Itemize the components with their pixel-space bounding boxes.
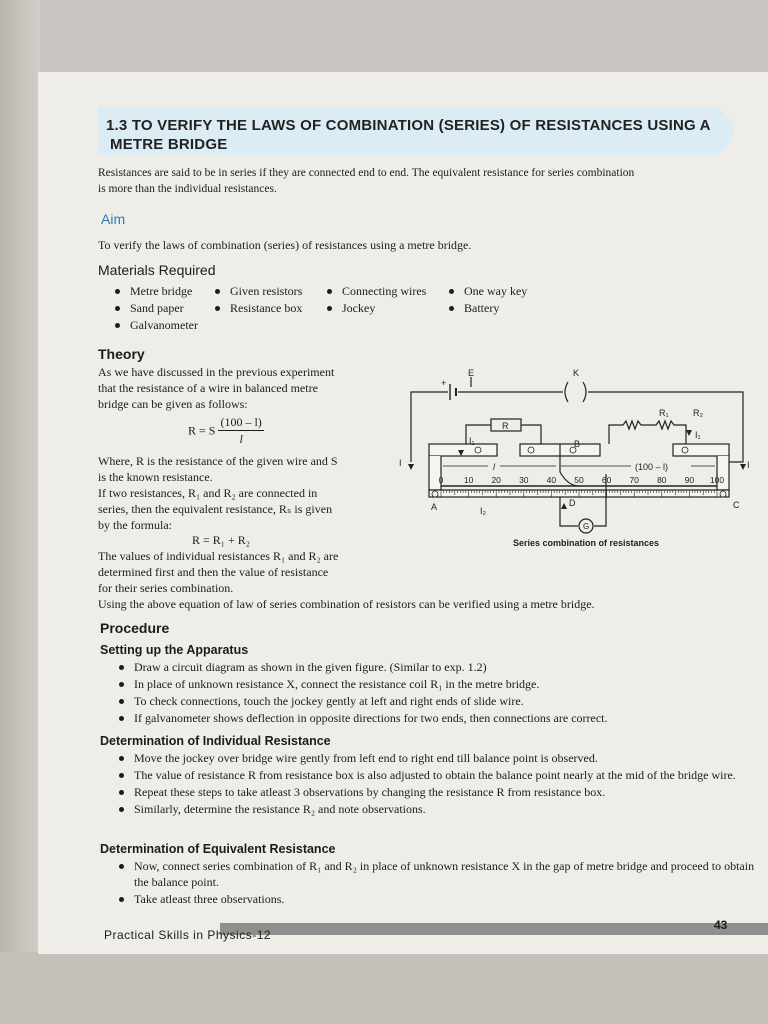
label-resistance: R <box>502 421 509 431</box>
equivalent-heading: Determination of Equivalent Resistance <box>100 842 336 856</box>
label-key: K <box>573 368 580 378</box>
theory-line: by the formula: <box>98 518 172 532</box>
footer-text: Practical Skills in Physics-12 <box>104 928 272 942</box>
label-a: A <box>431 502 438 512</box>
materials-col-3 <box>324 283 426 317</box>
list-item: Now, connect series combination of R₁ and R₂ in place of unknown resistance X in the gap of metre bridge and proceed to obtain the balance point. <box>116 858 766 890</box>
equivalent-list <box>116 858 766 908</box>
resistors-r1-r2 <box>609 421 686 444</box>
theory-line: is the known resistance. <box>98 470 213 484</box>
theory-line: bridge can be given as follows: <box>98 397 248 411</box>
procedure-heading: Procedure <box>100 620 170 636</box>
key-arc-right <box>583 382 586 402</box>
list-item: Take atleast three observations. <box>116 891 766 907</box>
materials-col-2 <box>212 283 302 317</box>
label-d: D <box>569 498 576 508</box>
current-arrow-right <box>740 464 746 470</box>
aim-heading: Aim <box>101 211 126 227</box>
theory-line: The values of individual resistances R₁ and R₂ are <box>98 549 339 563</box>
label-battery: E <box>468 368 475 378</box>
label-r1: R₁ <box>659 408 669 418</box>
material-item: Sand paper <box>112 300 198 316</box>
figure-caption: Series combination of resistances <box>513 538 660 548</box>
label-current-left: I <box>399 458 402 468</box>
i1-arrow-right <box>686 430 692 436</box>
aim-text: To verify the laws of combination (series) of resistances using a metre bridge. <box>98 238 472 252</box>
setup-list <box>116 659 766 727</box>
formula-1 <box>188 414 264 447</box>
background-surface <box>0 952 768 1024</box>
list-item: Repeat these steps to take atleast 3 observations by changing the resistance R from resistance box. <box>116 784 766 800</box>
individual-heading: Determination of Individual Resistance <box>100 734 331 748</box>
scale-number: 90 <box>684 475 695 485</box>
formula-1-lhs: R = S <box>188 423 216 438</box>
terminal-screw <box>528 447 534 453</box>
scale-number: 70 <box>629 475 639 485</box>
intro-paragraph <box>98 165 768 197</box>
theory-line: that the resistance of a wire in balanced metre <box>98 381 318 395</box>
theory-line: As we have discussed in the previous experiment <box>98 365 335 379</box>
formula-1-fraction <box>218 414 263 447</box>
theory-line: If two resistances, R₁ and R₂ are connected in <box>98 486 318 500</box>
materials-col-1 <box>112 283 198 334</box>
intro-line-2: is more than the individual resistances. <box>98 183 277 195</box>
label-i1-left: I₁ <box>469 436 475 446</box>
scale-number: 40 <box>546 475 557 485</box>
list-item: In place of unknown resistance X, connect the resistance coil R₁ in the metre bridge. <box>116 676 766 692</box>
label-r2: R₂ <box>693 408 703 418</box>
terminal-screw <box>682 447 688 453</box>
section-title <box>106 116 736 154</box>
label-l: l <box>493 462 495 472</box>
terminal-screw <box>432 491 438 497</box>
series-circuit-diagram <box>373 362 753 572</box>
material-item: Battery <box>446 300 527 316</box>
intro-line-1: Resistances are said to be in series if they are connected end to end. The equivalent resistance for series combination <box>98 167 635 179</box>
list-item: The value of resistance R from resistance box is also adjusted to obtain the balance point nearly at the mid of the bridge wire. <box>116 767 766 783</box>
materials-col-4 <box>446 283 527 317</box>
list-item: Similarly, determine the resistance R₂ and note observations. <box>116 801 766 817</box>
material-item: Metre bridge <box>112 283 198 299</box>
label-c: C <box>733 500 740 510</box>
d-arrow <box>561 503 567 509</box>
label-100-minus-l: (100 – l) <box>635 462 669 472</box>
list-item: Move the jockey over bridge wire gently from left end to right end till balance point is observed. <box>116 750 766 766</box>
theory-paragraph-3 <box>98 548 373 596</box>
label-plus: + <box>441 378 447 388</box>
material-item: One way key <box>446 283 527 299</box>
terminal-screw <box>475 447 481 453</box>
formula-1-numerator: (100 – l) <box>220 415 262 429</box>
label-b: B <box>574 439 581 449</box>
materials-heading: Materials Required <box>98 262 216 278</box>
list-item: To check connections, touch the jockey gently at left and right ends of slide wire. <box>116 693 766 709</box>
terminal-screw <box>720 491 726 497</box>
material-item: Resistance box <box>212 300 302 316</box>
list-item: If galvanometer shows deflection in opposite directions for two ends, then connections are correct. <box>116 710 766 726</box>
theory-paragraph-2 <box>98 453 373 533</box>
key-arc-left <box>565 382 568 402</box>
label-current-right: I <box>747 460 750 470</box>
material-item: Connecting wires <box>324 283 426 299</box>
material-item: Galvanometer <box>112 317 198 333</box>
scale-number: 0 <box>438 475 444 485</box>
scale-number: 10 <box>463 475 474 485</box>
theory-paragraph-4: Using the above equation of law of series combination of resistors can be verified using a metre bridge. <box>98 597 595 611</box>
textbook-page <box>38 72 768 954</box>
scale-number: 100 <box>709 475 725 485</box>
theory-line: determined first and then the value of resistance <box>98 565 329 579</box>
formula-2: R = R₁ + R₂ <box>192 533 250 547</box>
label-galvanometer: G <box>583 522 590 531</box>
book-spine <box>0 0 40 1024</box>
right-strip <box>673 444 729 456</box>
individual-list <box>116 750 766 818</box>
label-i2: I₂ <box>480 506 486 516</box>
scale-number: 30 <box>519 475 529 485</box>
theory-line: for their series combination. <box>98 581 234 595</box>
theory-line: Where, R is the resistance of the given wire and S <box>98 454 338 468</box>
title-line-1: 1.3 TO VERIFY THE LAWS OF COMBINATION (SERIES) OF RESISTANCES USING A <box>106 117 711 134</box>
current-arrow-left <box>408 464 414 470</box>
formula-1-denominator: l <box>239 432 243 446</box>
material-item: Jockey <box>324 300 426 316</box>
theory-heading: Theory <box>98 346 145 362</box>
list-item: Draw a circuit diagram as shown in the given figure. (Similar to exp. 1.2) <box>116 659 766 675</box>
setup-heading: Setting up the Apparatus <box>100 643 249 657</box>
scale-number: 80 <box>657 475 667 485</box>
theory-line: series, then the equivalent resistance, Rₛ is given <box>98 502 333 516</box>
label-i1-right: I₁ <box>695 430 701 440</box>
material-item: Given resistors <box>212 283 302 299</box>
theory-paragraph-1 <box>98 364 373 412</box>
scale-number: 50 <box>574 475 584 485</box>
title-line-2: METRE BRIDGE <box>110 136 228 153</box>
scale-numbers <box>439 475 725 485</box>
footer-bar <box>220 923 768 935</box>
scale-number: 60 <box>601 475 612 485</box>
page-number: 43 <box>714 918 728 932</box>
wire-from-R <box>521 425 541 444</box>
scale-number: 20 <box>491 475 501 485</box>
